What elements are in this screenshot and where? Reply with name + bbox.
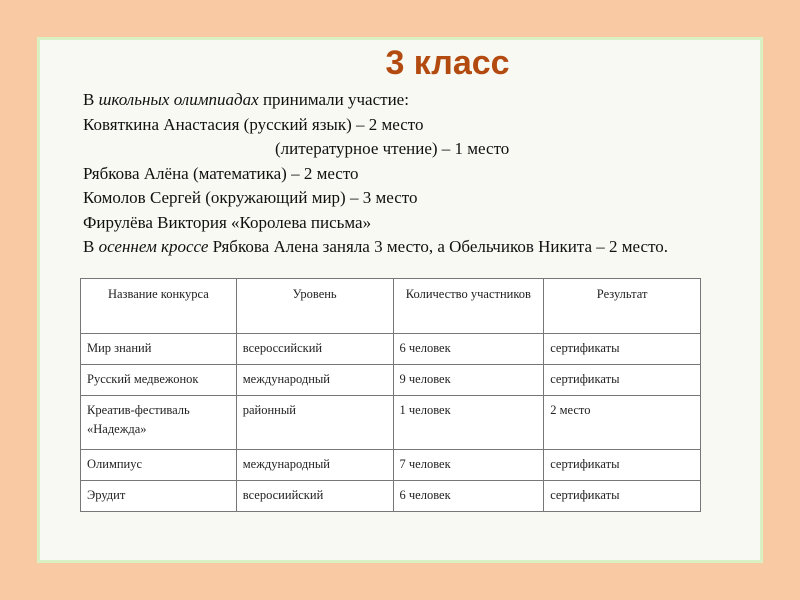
cell-participants: 7 человек [393,450,544,481]
intro-italic: школьных олимпиадах [98,90,259,109]
contests-table [80,278,701,512]
intro-pre: В [83,90,99,109]
text-line-3: Рябкова Алёна (математика) – 2 место [83,163,359,183]
table-row [81,481,701,512]
cell-result: сертификаты [544,334,701,365]
cell-result: 2 место [544,396,701,450]
header-contest: Название конкурса [81,279,237,334]
last-line [83,235,668,260]
slide-title: 3 класс [385,44,510,82]
cell-result: сертификаты [544,365,701,396]
cell-level: всеросиийский [236,481,393,512]
text-line-1: Ковяткина Анастасия (русский язык) – 2 место [83,114,424,134]
cell-participants: 9 человек [393,365,544,396]
text-line-5: Фирулёва Виктория «Королева письма» [83,212,372,232]
cell-participants: 6 человек [393,334,544,365]
cell-contest: Русский медвежонок [81,365,237,396]
cell-participants: 1 человек [393,396,544,450]
cell-level: всероссийский [236,334,393,365]
last-pre: В [83,237,99,256]
cell-level: международный [236,365,393,396]
table-header-row [81,279,701,334]
cell-contest: Эрудит [81,481,237,512]
table-row [81,396,701,450]
cell-result: сертификаты [544,481,701,512]
cell-participants: 6 человек [393,481,544,512]
table-row [81,334,701,365]
text-line-2: (литературное чтение) – 1 место [275,139,510,158]
table-row [81,450,701,481]
cell-contest: Олимпиус [81,450,237,481]
intro-line [83,88,668,113]
table-row [81,365,701,396]
header-level: Уровень [236,279,393,334]
results-text [83,88,668,260]
cell-level: международный [236,450,393,481]
cell-level: районный [236,396,393,450]
header-participants: Количество участников [393,279,544,334]
cell-contest: Креатив-фестиваль «Надежда» [81,396,237,450]
intro-post: принимали участие: [258,90,409,109]
last-italic: осеннем кроссе [98,237,209,256]
cell-contest: Мир знаний [81,334,237,365]
cell-result: сертификаты [544,450,701,481]
last-post: Рябкова Алена заняла 3 место, а Обельчиков Никита – 2 место. [208,237,669,256]
header-result: Результат [544,279,701,334]
text-line-4: Комолов Сергей (окружающий мир) – 3 место [83,188,418,207]
